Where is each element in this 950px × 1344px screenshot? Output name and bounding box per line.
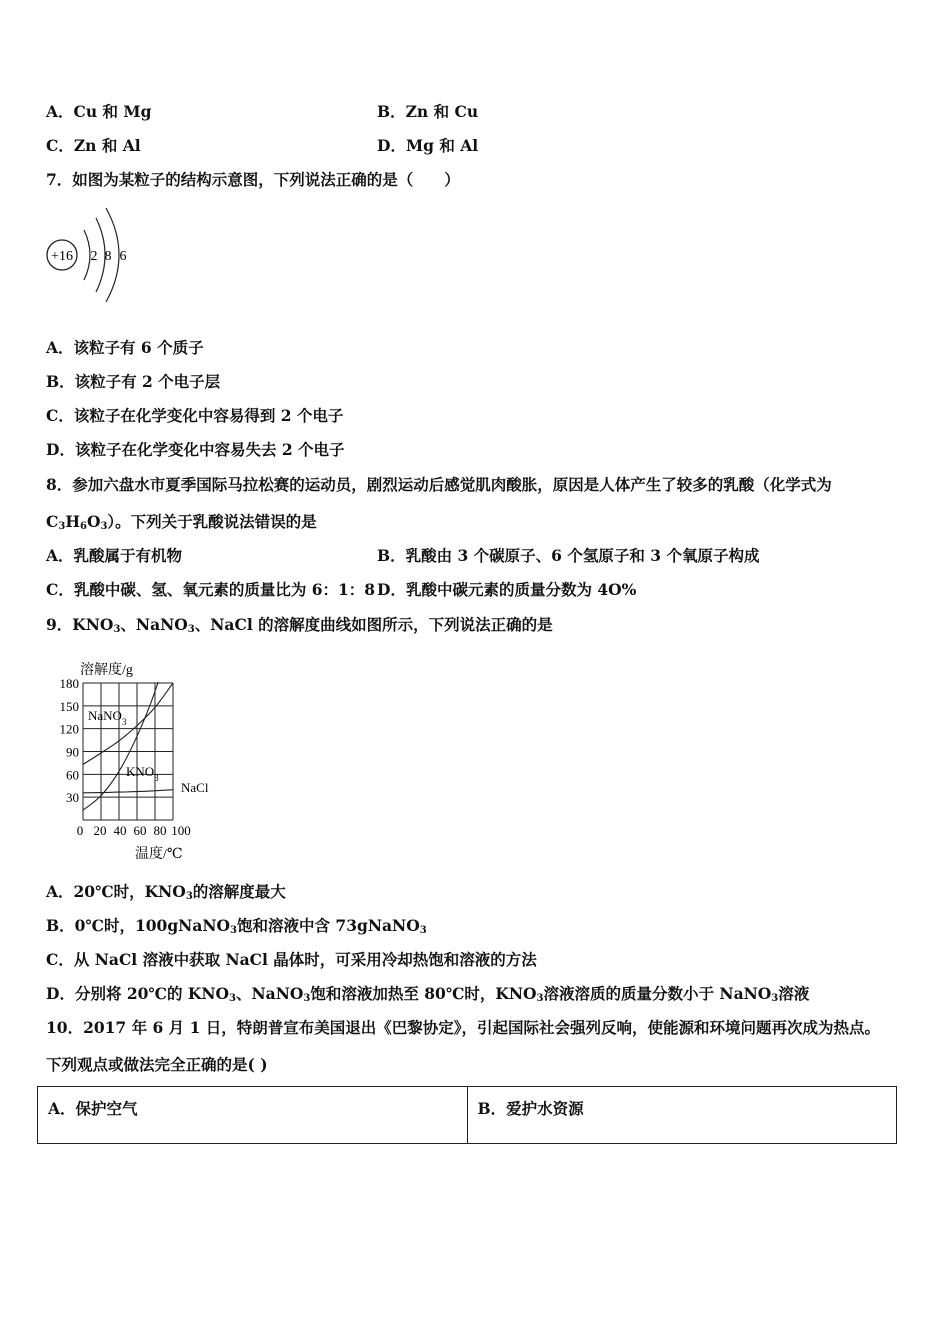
x-tick-label-4: 80 — [153, 823, 167, 838]
x-tick-label-3: 60 — [133, 823, 147, 838]
q8-option-d: D．乳酸中碳元素的质量分数为 4O% — [377, 580, 637, 599]
series-curve-nacl — [83, 790, 173, 793]
series-label-kno3: $KNO_3$ — [126, 764, 159, 783]
q8-option-c: C．乳酸中碳、氢、氧元素的质量比为 6：1：8 — [46, 580, 376, 599]
series-label-nacl: NaCl — [181, 780, 209, 795]
q8-option-a: A．乳酸属于有机物 — [46, 546, 183, 565]
q10-stem-line1: 10．2017 年 6 月 1 日，特朗普宣布美国退出《巴黎协定》，引起国际社会强列反响，使能源和环境问题再次成为热点。 — [46, 1018, 881, 1037]
chart-ticks — [60, 676, 191, 838]
q6-option-a: A．Cu 和 Mg — [46, 102, 152, 121]
chart-y-axis-label: 溶解度/g — [80, 663, 133, 678]
y-tick-label-2: 90 — [66, 744, 79, 760]
q10-options-table — [37, 1086, 897, 1144]
q6-option-b: B．Zn 和 Cu — [377, 102, 479, 121]
chart-x-axis-label: 温度/℃ — [135, 847, 183, 862]
solubility-chart — [54, 652, 224, 864]
shell-electrons-2: 8 — [104, 249, 112, 264]
nucleus-charge: +16 — [51, 249, 73, 264]
shell-electrons-1: 2 — [90, 249, 98, 264]
y-tick-label-0: 30 — [66, 790, 79, 806]
q9-option-b: B．0℃时，100gNaNO$_3$饱和溶液中含 73gNaNO$_3$ — [46, 916, 427, 936]
q7-option-d: D．该粒子在化学变化中容易失去 2 个电子 — [46, 440, 345, 459]
q9-option-d: D．分别将 20℃的 $KNO_3$、NaNO$_3$饱和溶液加热至 80℃时，$KNO_3$溶液溶质的质量分数小于 NaNO$_3$溶液 — [46, 984, 810, 1004]
q8-stem-line1: 8．参加六盘水市夏季国际马拉松赛的运动员，剧烈运动后感觉肌肉酸胀，原因是人体产生了较多的乳酸（化学式为 — [46, 475, 832, 494]
q7-option-b: B．该粒子有 2 个电子层 — [46, 372, 221, 391]
y-tick-label-5: 180 — [59, 676, 79, 691]
q10-cell-b: B．爱护水资源 — [467, 1087, 897, 1144]
shell-arc-1 — [84, 230, 90, 280]
shell-electrons-3: 6 — [119, 249, 127, 264]
q7-option-a: A．该粒子有 6 个质子 — [46, 338, 204, 357]
q6-option-c: C．Zn 和 Al — [46, 136, 141, 155]
q9-option-a: A．20℃时，$KNO_3$的溶解度最大 — [46, 882, 286, 902]
x-tick-label-5: 100 — [171, 823, 191, 838]
q10-cell-a: A．保护空气 — [38, 1087, 468, 1144]
y-tick-label-3: 120 — [59, 721, 79, 737]
q6-option-d: D．Mg 和 Al — [377, 136, 479, 155]
q8-stem-line2: $C_3H_6O_3$）。下列关于乳酸说法错误的是 — [46, 512, 317, 532]
atom-structure-diagram — [44, 198, 144, 310]
q8-option-b: B．乳酸由 3 个碳原子、6 个氢原子和 3 个氧原子构成 — [377, 546, 760, 565]
series-curve-nano3 — [83, 683, 173, 764]
q9-option-c: C．从 NaCl 溶液中获取 NaCl 晶体时，可采用冷却热饱和溶液的方法 — [46, 950, 537, 969]
y-tick-label-1: 60 — [66, 767, 79, 783]
q7-option-c: C．该粒子在化学变化中容易得到 2 个电子 — [46, 406, 344, 425]
q10-stem-line2: 下列观点或做法完全正确的是( ) — [46, 1055, 268, 1074]
q7-stem: 7．如图为某粒子的结构示意图，下列说法正确的是（ ） — [46, 170, 460, 189]
x-tick-label-2: 40 — [113, 823, 127, 838]
y-tick-label-4: 150 — [59, 698, 79, 714]
series-label-nano3: NaNO$_3$ — [88, 708, 127, 727]
q9-stem: 9．$KNO_3$、NaNO$_3$、NaCl 的溶解度曲线如图所示，下列说法正确的是 — [46, 615, 553, 635]
x-tick-label-1: 20 — [93, 823, 107, 838]
x-tick-label-0: 0 — [76, 823, 84, 838]
